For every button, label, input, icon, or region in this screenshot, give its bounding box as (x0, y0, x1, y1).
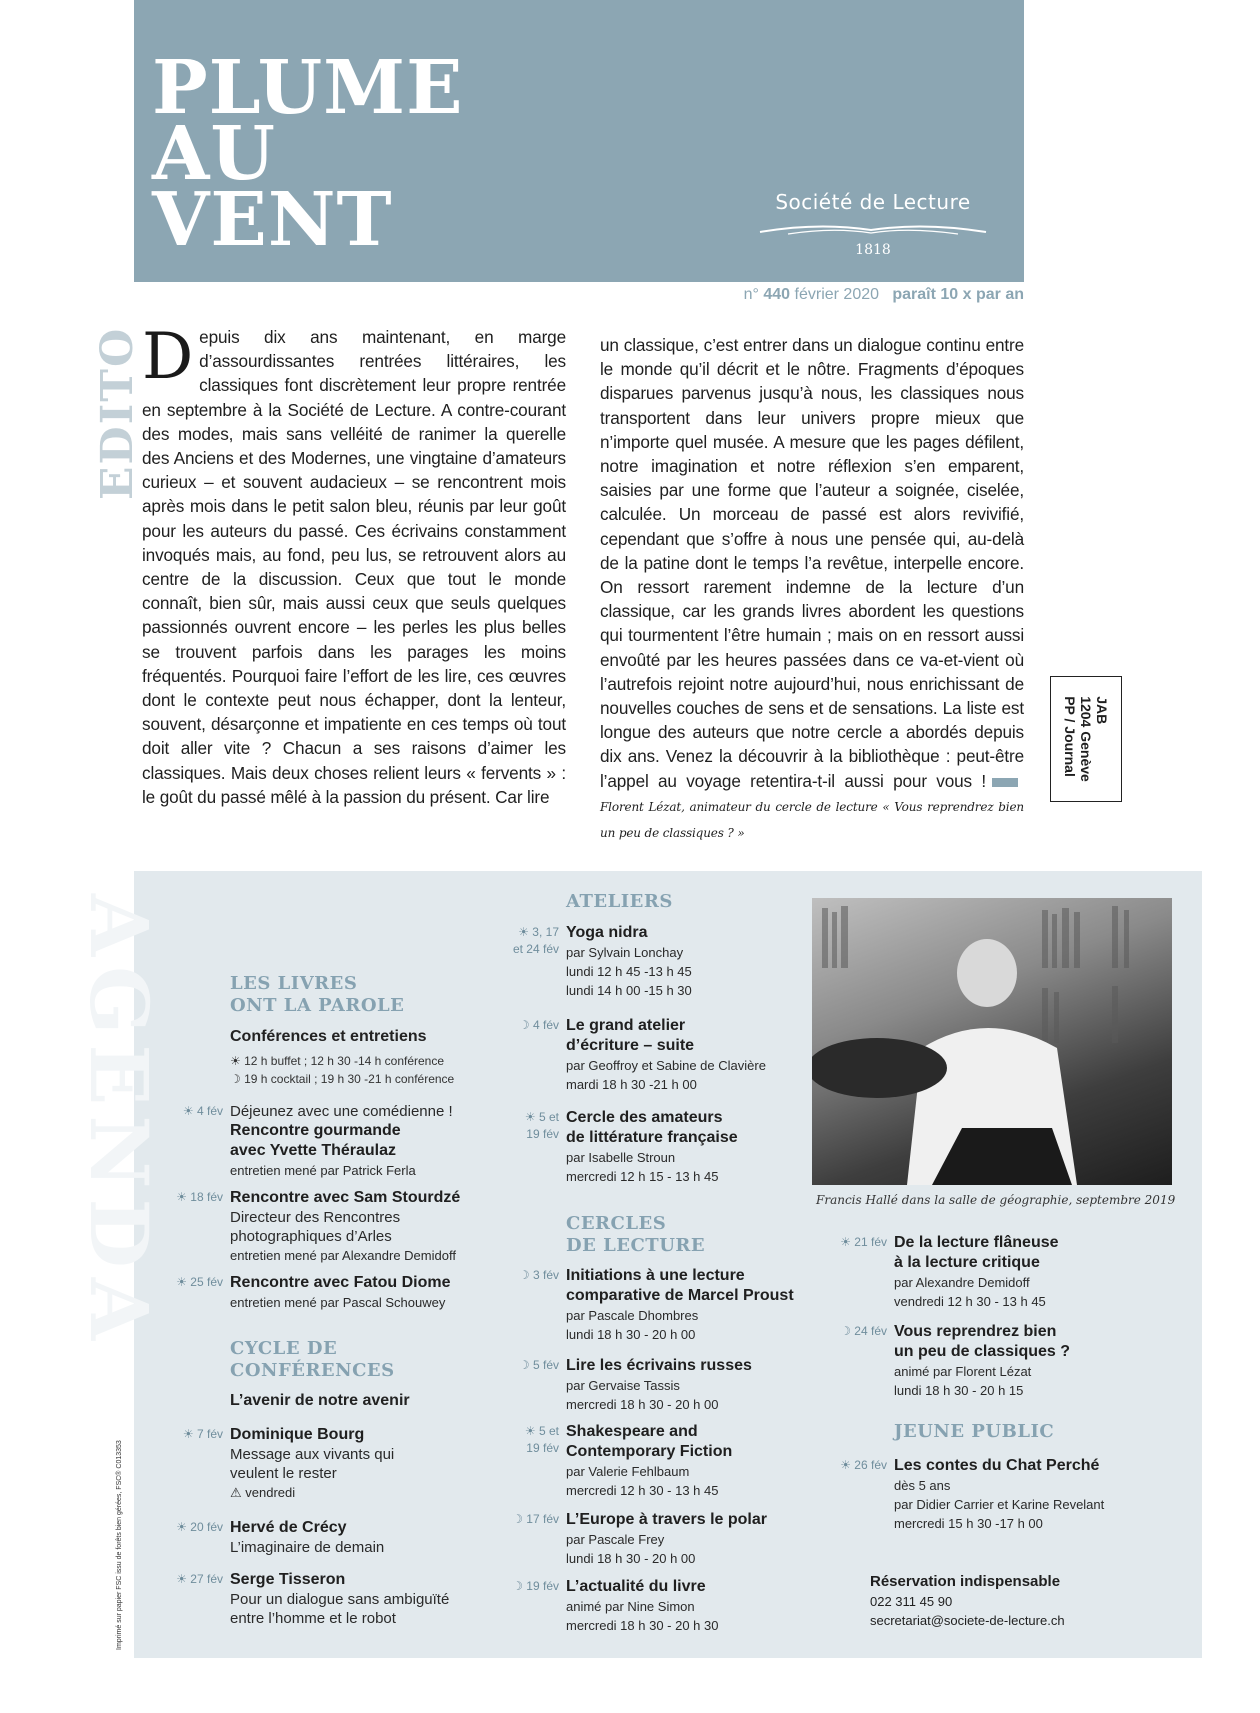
event-title: Initiations à une lecture (566, 1267, 745, 1284)
event-desc-2: entre l’homme et le robot (230, 1610, 396, 1627)
reservation-block (870, 1572, 1065, 1630)
event-date-1: ☽ 3 fév (518, 1268, 559, 1282)
section-jeune-title: JEUNE PUBLIC (894, 1421, 1055, 1442)
frequency-prefix: paraît (892, 286, 936, 303)
issue-number: 440 (763, 286, 791, 303)
society-logo (758, 190, 988, 258)
event-livres-2[interactable] (176, 1188, 461, 1265)
event-date-1: ☀ 3, 17 (518, 925, 559, 939)
edito-dropcap: D (142, 320, 194, 394)
event-title-2: comparative de Marcel Proust (566, 1287, 794, 1304)
event-meta-2: lundi 18 h 30 - 20 h 15 (894, 1383, 1024, 1398)
event-meta-2: mercredi 12 h 30 - 13 h 45 (566, 1483, 719, 1498)
event-livres-1[interactable] (182, 1102, 453, 1180)
event-cercle-5[interactable] (512, 1577, 719, 1635)
event-date: ☀ 18 fév (176, 1190, 223, 1204)
library-scene-icon (812, 898, 1172, 1185)
event-date-2: et 24 fév (512, 942, 559, 956)
section-cercles-title (566, 1213, 705, 1257)
timing-midday: ☀ 12 h buffet ; 12 h 30 -14 h conférence (230, 1054, 445, 1068)
event-date (513, 924, 559, 958)
event-title: Shakespeare and (566, 1423, 698, 1440)
event-livres-3[interactable] (176, 1273, 451, 1312)
postal-line-1: JAB (1094, 696, 1110, 725)
event-title-2: d’écriture – suite (566, 1037, 695, 1054)
section-cycle-title-2: CONFÉRENCES (230, 1360, 395, 1381)
book-ornament-icon (758, 218, 988, 238)
cycle-subhead: L’avenir de notre avenir (230, 1392, 410, 1409)
event-cycle-3[interactable] (176, 1570, 450, 1628)
event-date (519, 1017, 559, 1034)
postal-line-3: PP / Journal (1062, 696, 1078, 777)
event-atelier-3[interactable] (524, 1108, 738, 1186)
event-date-1: ☽ 5 fév (518, 1358, 559, 1372)
event-title: De la lecture flâneuse (894, 1234, 1059, 1251)
postal-box (1050, 676, 1122, 802)
event-cercle-2[interactable] (518, 1356, 752, 1414)
publication-title (152, 45, 464, 263)
event-meta: entretien mené par Alexandre Demidoff (230, 1248, 456, 1263)
issue-prefix: n° (743, 286, 759, 303)
edito-text-1: epuis dix ans maintenant, en marge d’assourdissantes rentrées littéraires, les classiques font discrètement leur propre rentrée en septembre à la Société de Lecture. A contre-courant des modes, mais sans velléité de ranimer la querelle des Anciens et des Modernes, une vingtaine d’amateurs curieux – et souvent audacieux – se rencontrent mois après mois dans le petit salon bleu, réunis par leur goût pour les auteurs du passé. Ces écrivains constamment invoqués mais, au fond, peu lus, se retrouvent alors au centre de la discussion. Ceux que tout le monde connaît, bien sûr, mais aussi ceux que seuls quelques passionnés ouvrent encore – les perles les plus belles se trouvent parfois dans les parages les moins fréquentés. Pourquoi faire l’effort de les lire, ces œuvres dont le contexte peut nous échapper, dont la lenteur, souvent, désarçonne et impatiente en ces temps où tout doit aller vite ? Chacun a ses raisons d’aimer les classiques. Mais deux choses relient leurs « fervents » : le goût du passé mêlé à la passion du présent. Car lire (142, 327, 566, 807)
event-title-2: à la lecture critique (894, 1254, 1040, 1271)
event-meta-1: par Alexandre Demidoff (894, 1275, 1030, 1290)
event-title: Rencontre avec Fatou Diome (230, 1274, 451, 1291)
event-title-2: de littérature française (566, 1129, 738, 1146)
frequency-number: 10 x (940, 286, 972, 303)
edito-text-2: un classique, c’est entrer dans un dialogue continu entre le monde qu’il décrit et le nôtre. Fragments d’époques disparues parvenus jusqu’à nous, les classiques nous transportent dans leur univers propre mieux que n’importe quel musée. A mesure que les pages défilent, notre imagination et notre réflexion s’en emparent, saisies par une forme que l’auteur a soignée, ciselée, calculée. Un morceau de passé est alors revivifié, cependant que s’offre à nous une pensée qui, au-delà de la patine dont le temps l’a revêtue, interpelle encore. On ressort rarement indemne de la lecture d’un classique, car les grands livres abordent les questions qui tourmentent l’être humain ; mais on en ressort aussi envoûté par les heures passées dans ce va-et-vient où l’autrefois rejoint notre aujourd’hui, nous enrichissant de nouvelles couches de sens et de sensations. La liste est longue des auteurs que notre cercle a abordés depuis dix ans. Venez la découvrir à la bibliothèque : peut-être l’appel au voyage retentira-t-il aussi pour vous ! (600, 335, 1024, 791)
event-date (525, 1109, 559, 1143)
event-cycle-1[interactable] (182, 1425, 395, 1502)
event-meta-1: par Valerie Fehlbaum (566, 1464, 690, 1479)
event-date: ☽ 24 fév (840, 1324, 887, 1338)
timing-evening: ☽ 19 h cocktail ; 19 h 30 -21 h conférence (230, 1072, 455, 1086)
masthead (134, 0, 1024, 282)
section-livres-title-1: LES LIVRES (230, 973, 358, 994)
event-date: ☀ 26 fév (840, 1458, 887, 1472)
event-meta-2: par Didier Carrier et Karine Revelant (894, 1497, 1105, 1512)
event-desc: L’imaginaire de demain (230, 1539, 385, 1556)
event-cercle-4[interactable] (512, 1510, 767, 1568)
event-cycle-2[interactable] (176, 1518, 385, 1557)
event-meta-1: par Geoffroy et Sabine de Clavière (566, 1058, 766, 1073)
event-meta-2: lundi 18 h 30 - 20 h 00 (566, 1327, 696, 1342)
event-meta: entretien mené par Patrick Ferla (230, 1163, 416, 1178)
event-date-2: 19 fév (526, 1441, 559, 1455)
event-desc: Message aux vivants qui (230, 1446, 395, 1463)
event-desc: Pour un dialogue sans ambiguïté (230, 1591, 450, 1608)
portrait-photo (812, 898, 1172, 1185)
event-title: Dominique Bourg (230, 1426, 365, 1443)
event-meta-1: par Sylvain Lonchay (566, 945, 684, 960)
event-date: ☀ 20 fév (176, 1520, 223, 1534)
event-title-2: un peu de classiques ? (894, 1343, 1071, 1360)
event-title: L’Europe à travers le polar (566, 1511, 767, 1528)
event-date: ☀ 4 fév (182, 1104, 223, 1118)
event-date (512, 1578, 559, 1595)
event-meta-1: animé par Nine Simon (566, 1599, 695, 1614)
society-year: 1818 (855, 242, 891, 258)
event-meta: ⚠ vendredi (230, 1485, 296, 1500)
event-date-1: ☀ 5 et (524, 1110, 559, 1124)
title-line-3: VENT (152, 177, 393, 263)
event-meta-2: mercredi 18 h 30 - 20 h 30 (566, 1618, 719, 1633)
postal-line-2: 1204 Genève (1078, 696, 1094, 782)
event-date-2: 19 fév (526, 1127, 559, 1141)
photo-caption: Francis Hallé dans la salle de géographie, septembre 2019 (816, 1193, 1176, 1207)
event-cercle-3[interactable] (524, 1422, 733, 1500)
event-title: Hervé de Crécy (230, 1519, 347, 1536)
event-right-1[interactable] (840, 1233, 1059, 1311)
society-name: Société de Lecture (775, 190, 971, 214)
event-title: Lire les écrivains russes (566, 1357, 752, 1374)
event-meta-2: vendredi 12 h 30 - 13 h 45 (894, 1294, 1046, 1309)
event-meta-2: mercredi 18 h 30 - 20 h 00 (566, 1397, 719, 1412)
section-ateliers-title: ATELIERS (566, 891, 673, 912)
event-meta-2: mardi 18 h 30 -21 h 00 (566, 1077, 697, 1092)
event-date: ☀ 7 fév (182, 1427, 223, 1441)
event-title: Les contes du Chat Perché (894, 1457, 1100, 1474)
event-title: L’actualité du livre (566, 1578, 706, 1595)
event-date-1: ☽ 4 fév (518, 1018, 559, 1032)
edito-column-2 (600, 333, 1024, 845)
postal-text (1062, 696, 1110, 782)
event-title-2: avec Yvette Théraulaz (230, 1142, 397, 1159)
event-desc-2: photographiques d’Arles (230, 1228, 392, 1245)
issue-line (744, 286, 1024, 304)
event-atelier-2[interactable] (518, 1016, 766, 1094)
event-date (525, 1423, 559, 1457)
event-date: ☀ 21 fév (840, 1235, 887, 1249)
event-date-1: ☀ 5 et (524, 1424, 559, 1438)
event-title: Yoga nidra (566, 924, 648, 941)
event-date: ☀ 25 fév (176, 1275, 223, 1289)
event-meta-2: lundi 12 h 45 -13 h 45 (566, 964, 692, 979)
event-meta-2: lundi 18 h 30 - 20 h 00 (566, 1551, 696, 1566)
section-livres-title (230, 973, 404, 1017)
event-title: Rencontre avec Sam Stourdzé (230, 1189, 461, 1206)
event-meta-1: par Isabelle Stroun (566, 1150, 676, 1165)
event-date-1: ☽ 19 fév (512, 1579, 559, 1593)
event-date (519, 1267, 559, 1284)
event-cercle-1[interactable] (518, 1266, 794, 1344)
event-date (512, 1511, 559, 1528)
event-title: Vous reprendrez bien (894, 1323, 1057, 1340)
print-note: Imprimé sur papier FSC issu de forêts bien gérées, FSC® C013353 (116, 1440, 123, 1650)
edito-label: EDITO (92, 326, 143, 500)
reservation-email[interactable]: secretariat@societe-de-lecture.ch (870, 1613, 1065, 1628)
event-desc-2: veulent le rester (230, 1465, 337, 1482)
event-title: Serge Tisseron (230, 1571, 346, 1588)
event-intro: Déjeunez avec une comédienne ! (230, 1103, 453, 1120)
event-title: Cercle des amateurs (566, 1109, 723, 1126)
event-title-2: Contemporary Fiction (566, 1443, 733, 1460)
reservation-title: Réservation indispensable (870, 1573, 1061, 1590)
event-jeune-1[interactable] (840, 1456, 1105, 1533)
issue-date: février 2020 (794, 286, 880, 303)
event-meta-1: dès 5 ans (894, 1478, 951, 1493)
frequency-suffix: par an (975, 286, 1024, 303)
event-meta-1: par Gervaise Tassis (566, 1378, 680, 1393)
event-title: Rencontre gourmande (230, 1122, 401, 1139)
event-meta-1: animé par Florent Lézat (894, 1364, 1032, 1379)
title-line-1: PLUME (152, 45, 464, 131)
section-cercles-title-1: CERCLES (566, 1213, 667, 1234)
reservation-phone[interactable]: 022 311 45 90 (870, 1594, 953, 1609)
event-meta-1: par Pascale Frey (566, 1532, 665, 1547)
event-title: Le grand atelier (566, 1017, 686, 1034)
agenda-label: AGENDA (72, 894, 166, 1350)
event-meta-2: mercredi 12 h 15 - 13 h 45 (566, 1169, 719, 1184)
signature-bar (992, 778, 1018, 787)
event-meta-1: par Pascale Dhombres (566, 1308, 699, 1323)
section-livres-title-2: ONT LA PAROLE (230, 995, 405, 1016)
event-atelier-1[interactable] (512, 923, 692, 1000)
event-date-1: ☽ 17 fév (512, 1512, 559, 1526)
event-desc: Directeur des Rencontres (230, 1209, 401, 1226)
livres-timing (230, 1052, 454, 1088)
event-meta-3: mercredi 15 h 30 -17 h 00 (894, 1516, 1043, 1531)
event-meta-3: lundi 14 h 00 -15 h 30 (566, 983, 692, 998)
event-date (519, 1357, 559, 1374)
edito-signature: Florent Lézat, animateur du cercle de lecture « Vous reprendrez bien un peu de classiques ? » (600, 799, 1024, 841)
title-line-2: AU (152, 111, 276, 197)
event-meta: entretien mené par Pascal Schouwey (230, 1295, 446, 1310)
section-cycle-title-1: CYCLE DE (230, 1338, 338, 1359)
section-cycle-title (230, 1338, 395, 1382)
event-right-2[interactable] (840, 1322, 1071, 1400)
livres-subhead: Conférences et entretiens (230, 1028, 427, 1045)
event-date: ☀ 27 fév (176, 1572, 223, 1586)
section-cercles-title-2: DE LECTURE (566, 1235, 706, 1256)
edito-column-1 (142, 320, 566, 809)
